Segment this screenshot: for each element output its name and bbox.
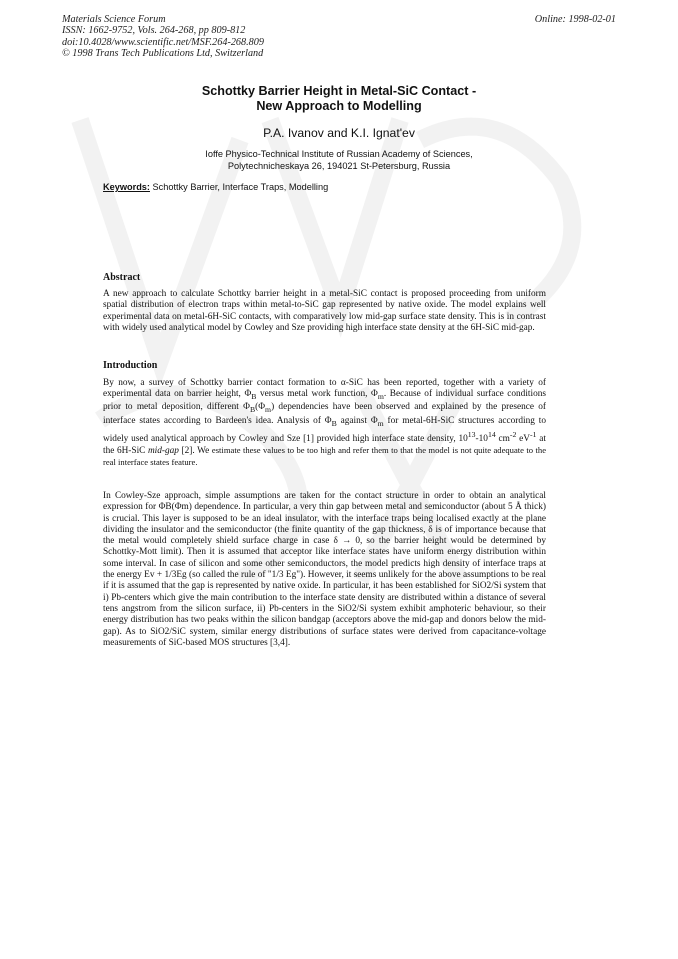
phi-symbol: Φ <box>243 402 250 413</box>
exp-minus-2: -2 <box>509 429 517 439</box>
sub-m: m <box>377 392 384 402</box>
sub-m: m <box>265 405 272 415</box>
p1-text-c: . Because of individual surface conditions prior to metal deposition, different <box>103 389 546 413</box>
affiliation <box>0 149 678 172</box>
p1-text-b: versus metal work function, <box>256 389 372 400</box>
sub-b: B <box>251 392 257 402</box>
p1-text-e: against <box>336 415 371 426</box>
sub-b: B <box>331 418 337 428</box>
keywords <box>103 182 328 192</box>
abstract-heading: Abstract <box>103 272 141 283</box>
paren-open: ( <box>255 402 259 413</box>
exp-14: 14 <box>487 429 496 439</box>
issn-line: ISSN: 1662-9752, Vols. 264-268, pp 809-812 <box>62 25 246 37</box>
phi-symbol: Φ <box>244 389 252 400</box>
phi-symbol: Φ <box>324 415 332 426</box>
sub-m: m <box>377 418 384 428</box>
paren-close: ) <box>271 402 275 413</box>
online-date: Online: 1998-02-01 <box>534 14 616 25</box>
intro-paragraph-2: In Cowley-Sze approach, simple assumptions are taken for the contact structure in order to obtain an analytical expression for ΦB(Φm) dependence. In particular, a very thin gap between metal and semiconductor (about 5 Å thick) is crucial. This layer is supposed to be an ideal insulator, with the interface traps being localised exactly at the plane dividing the insulator and the semiconductor (the finite quantity of the gap thickness, δ is of importance because that the metal would completely shield surface charge in case δ → 0, so the barrier height would be determined by Schottky-Mott limit). Then it is assumed that acceptor like interface states have uniform energy distribution within some interval. In case of silicon and some other semiconductors, the model predicts high density of interface traps at the energy Ev + 1/3Eg (so called the rule of "1/3 Eg"). However, it seems unlikely for the above assumptions to be real if it is assumed that the gap is represented by native oxide. In particular, it has been established for SiO2/Si system that i) Pb-centers which give the main contribution to the interface state density are distributed within a distance of several tens angstrom from the silicon surface, ii) Pb-centers in the SiO2/Si system exhibit amphoteric behaviour, so their energy distribution has two peaks within the silicon bandgap (acceptors above the mid-gap and donors below the mid-gap). As to SiO2/SiC system, similar energy distributions of surface states were derived from capacitance-voltage measurements of SiC-based MOS structures [3,4]. <box>103 491 546 648</box>
affiliation-line-2: Polytechnicheskaya 26, 194021 St-Petersburg, Russia <box>227 160 451 171</box>
intro-paragraph-1 <box>103 378 546 470</box>
keywords-label: Keywords: <box>103 182 150 192</box>
phi-symbol: Φ <box>258 402 266 413</box>
p1-text-l: [2]. We <box>178 446 210 457</box>
phi-symbol: Φ <box>370 415 378 426</box>
copyright-line: © 1998 Trans Tech Publications Ltd, Switzerland <box>62 48 264 60</box>
title-line-1: Schottky Barrier Height in Metal-SiC Contact - <box>201 84 477 98</box>
journal-name: Materials Science Forum <box>62 14 166 25</box>
authors: P.A. Ivanov and K.I. Ignat'ev <box>263 126 415 140</box>
p1-text-a: By now, a survey of Schottky barrier contact formation to α-SiC has been reported, together with a variety of experimental data on barrier height, <box>103 378 546 400</box>
title-line-2: New Approach to Modelling <box>256 99 422 113</box>
paper-title <box>0 84 678 114</box>
doi-link[interactable]: doi:10.4028/www.scientific.net/MSF.264-268.809 <box>62 36 264 48</box>
exp-minus-1: -1 <box>530 429 537 439</box>
p1-text-j: at the 6H-SiC <box>103 433 546 457</box>
p1-text-h: cm <box>495 433 510 444</box>
exp-13: 13 <box>467 429 476 439</box>
affiliation-line-1: Ioffe Physico-Technical Institute of Russian Academy of Sciences, <box>205 149 473 159</box>
keywords-text: Schottky Barrier, Interface Traps, Modelling <box>149 182 329 192</box>
phi-symbol: Φ <box>371 389 378 400</box>
p1-text-m: estimate these values to be too high and refer them to that the model is not quite adequate to the real interface states feature. <box>103 445 547 468</box>
introduction-heading: Introduction <box>103 360 158 371</box>
p1-text-i: eV <box>516 433 530 444</box>
p1-text-g: -10 <box>475 433 488 444</box>
mid-gap-italic: mid-gap <box>147 446 179 457</box>
journal-meta <box>62 14 264 60</box>
abstract-text: A new approach to calculate Schottky barrier height in a metal-SiC contact is proposed proceeding from uniform spatial distribution of electron traps within metal-to-SiC gap represented by native oxide. The model explains well experimental data on metal-6H-SiC contacts, with comparatively low mid-gap surface state density. This is in contrast with widely used analytical model by Cowley and Sze providing high interface state density at the 6H-SiC mid-gap. <box>103 289 546 333</box>
p1-text-d: dependencies have been observed and explained by the presence of interface states according to Bardeen's idea. Analysis of <box>103 402 546 426</box>
sub-b: B <box>249 405 256 415</box>
p1-text-f: for metal-6H-SiC structures according to widely used analytical approach by Cowley and Sze [1] provided high interface state density, 10 <box>103 415 546 444</box>
